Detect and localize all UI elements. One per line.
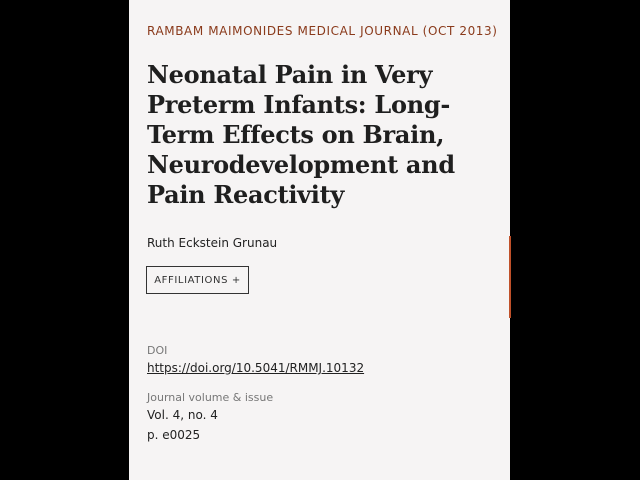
doi-link[interactable]: https://doi.org/10.5041/RMMJ.10132	[147, 361, 365, 375]
affiliations-button[interactable]: AFFILIATIONS +	[146, 266, 249, 294]
article-page	[129, 0, 510, 480]
page-number: p. e0025	[147, 428, 201, 442]
journal-name[interactable]: RAMBAM MAIMONIDES MEDICAL JOURNAL (OCT 2013)	[147, 24, 498, 38]
scroll-indicator[interactable]	[509, 236, 511, 318]
author-name[interactable]: Ruth Eckstein Grunau	[147, 236, 278, 250]
doi-value	[147, 361, 364, 375]
doi-label: DOI	[147, 344, 168, 357]
article-title: Neonatal Pain in Very Preterm Infants: Long-Term Effects on Brain, Neurodevelopment and Pain Reactivity	[147, 60, 455, 209]
volume-label: Journal volume & issue	[147, 391, 274, 404]
volume-issue: Vol. 4, no. 4	[147, 408, 218, 422]
